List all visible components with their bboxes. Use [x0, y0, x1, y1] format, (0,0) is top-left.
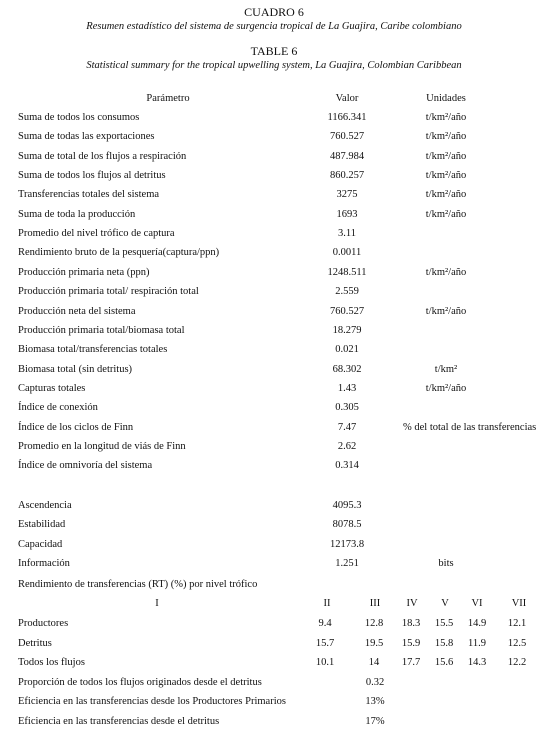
parameter-label: Promedio del nivel trófico de captura: [18, 228, 175, 240]
parameter-value: 0.305: [335, 402, 359, 414]
cuadro-heading: CUADRO 6: [244, 5, 304, 19]
parameter-value: 18.279: [332, 324, 362, 336]
parameter-label: Suma de todos los consumos: [18, 112, 140, 123]
parameter-value: 1.43: [337, 382, 357, 394]
rt-title: Rendimiento de transferencias (RT) (%) por nivel trófico: [18, 579, 258, 590]
efficiency-label: Eficiencia en las transferencias desde el detritus: [18, 715, 220, 727]
rt-row-label: Todos los flujos: [18, 657, 85, 668]
rt-value: 12.1: [507, 618, 527, 629]
parameter-value: 1166.341: [327, 112, 367, 123]
parameter-unit: t/km²: [434, 363, 458, 375]
parameter-label: Capacidad: [18, 538, 63, 550]
parameter-value: 2.62: [337, 440, 357, 452]
trophic-level-header: V: [441, 598, 449, 609]
parameter-label: Producción primaria total/biomasa total: [18, 324, 185, 336]
parameter-value: 7.47: [337, 421, 357, 433]
parameter-label: Ascendencia: [18, 500, 72, 511]
rt-value: 15.5: [434, 618, 454, 629]
parameter-label: Información: [18, 557, 70, 569]
parameter-value: 1693: [336, 208, 358, 220]
column-header-unidades: Unidades: [426, 93, 466, 104]
trophic-level-header: VI: [471, 598, 483, 609]
parameter-label: Índice de conexión: [18, 402, 98, 414]
trophic-level-header: III: [369, 598, 381, 609]
rt-row-label: Productores: [18, 618, 69, 629]
efficiency-value: 0.32: [365, 677, 385, 688]
rt-value: 19.5: [364, 637, 384, 649]
parameter-label: Producción neta del sistema: [18, 305, 136, 317]
parameter-label: Estabilidad: [18, 519, 66, 531]
rt-value: 12.5: [507, 637, 527, 649]
parameter-value: 860.257: [329, 170, 365, 182]
parameter-label: Índice de los ciclos de Finn: [18, 421, 134, 433]
parameter-unit: t/km²/año: [425, 112, 467, 123]
rt-value: 18.3: [401, 618, 421, 629]
rt-value: 15.8: [434, 637, 454, 649]
rt-row-label: Detritus: [18, 637, 52, 649]
parameter-value: 487.984: [329, 150, 365, 162]
efficiency-value: 13%: [365, 696, 385, 708]
parameter-label: Índice de omnivoría del sistema: [18, 460, 153, 472]
rt-value: 12.2: [507, 657, 527, 668]
table-heading: TABLE 6: [250, 44, 298, 58]
rt-value: 9.4: [318, 618, 332, 629]
parameter-value: 3275: [336, 189, 358, 201]
parameter-unit: t/km²/año: [425, 266, 467, 278]
parameter-value: 3.11: [338, 228, 356, 240]
parameter-label: Biomasa total (sin detritus): [18, 363, 133, 375]
rt-value: 15.7: [315, 637, 335, 649]
efficiency-value: 17%: [365, 715, 385, 727]
parameter-unit: t/km²/año: [425, 189, 467, 201]
rt-value: 14: [368, 657, 380, 668]
parameter-label: Suma de toda la producción: [18, 208, 136, 220]
parameter-label: Suma de todos los flujos al detritus: [18, 170, 166, 182]
parameter-value: 4095.3: [332, 500, 362, 511]
parameter-label: Suma de total de los flujos a respiración: [18, 150, 187, 162]
table-subtitle: Statistical summary for the tropical upwelling system, La Guajira, Colombian Caribbean: [86, 60, 462, 71]
parameter-label: Producción primaria total/ respiración total: [18, 286, 199, 298]
parameter-value: 760.527: [329, 305, 365, 317]
trophic-level-header: IV: [406, 598, 418, 609]
parameter-unit: bits: [438, 557, 454, 569]
trophic-level-header: II: [323, 598, 331, 609]
parameter-unit: % del total de las transferencias: [403, 421, 537, 433]
trophic-level-header: I: [155, 598, 159, 609]
parameter-value: 0.314: [335, 460, 359, 472]
parameter-value: 12173.8: [329, 538, 365, 550]
parameter-value: 0.0011: [332, 247, 362, 259]
efficiency-label: Proporción de todos los flujos originados desde el detritus: [18, 677, 262, 688]
rt-value: 15.9: [401, 637, 421, 649]
rt-value: 10.1: [315, 657, 335, 668]
rt-value: 12.8: [364, 618, 384, 629]
rt-value: 14.9: [467, 618, 487, 629]
parameter-value: 8078.5: [332, 519, 362, 531]
parameter-label: Biomasa total/transferencias totales: [18, 344, 168, 356]
rt-value: 11.9: [468, 637, 486, 649]
efficiency-label: Eficiencia en las transferencias desde los Productores Primarios: [18, 696, 286, 708]
rt-value: 17.7: [401, 657, 421, 668]
parameter-unit: t/km²/año: [425, 131, 467, 143]
parameter-label: Producción primaria neta (ppn): [18, 266, 150, 278]
parameter-label: Capturas totales: [18, 382, 86, 394]
parameter-label: Promedio en la longitud de viás de Finn: [18, 440, 186, 452]
parameter-value: 1248.511: [327, 266, 367, 278]
rt-value: 15.6: [434, 657, 454, 668]
parameter-unit: t/km²/año: [425, 305, 467, 317]
parameter-label: Transferencias totales del sistema: [18, 189, 160, 201]
column-header-parametro: Parámetro: [146, 93, 190, 104]
parameter-unit: t/km²/año: [425, 208, 467, 220]
parameter-unit: t/km²/año: [425, 150, 467, 162]
parameter-value: 68.302: [332, 363, 362, 375]
rt-value: 14.3: [467, 657, 487, 668]
parameter-value: 1.251: [335, 557, 359, 569]
parameter-value: 760.527: [329, 131, 365, 143]
parameter-value: 0.021: [335, 344, 359, 356]
trophic-level-header: VII: [511, 598, 527, 609]
column-header-valor: Valor: [335, 93, 359, 104]
cuadro-subtitle: Resumen estadístico del sistema de surgencia tropical de La Guajira, Caribe colombiano: [86, 21, 462, 32]
parameter-unit: t/km²/año: [425, 382, 467, 394]
parameter-label: Rendimiento bruto de la pesquería(captura/ppn): [18, 247, 220, 259]
parameter-label: Suma de todas las exportaciones: [18, 131, 155, 143]
parameter-value: 2.559: [335, 286, 359, 298]
parameter-unit: t/km²/año: [425, 170, 467, 182]
